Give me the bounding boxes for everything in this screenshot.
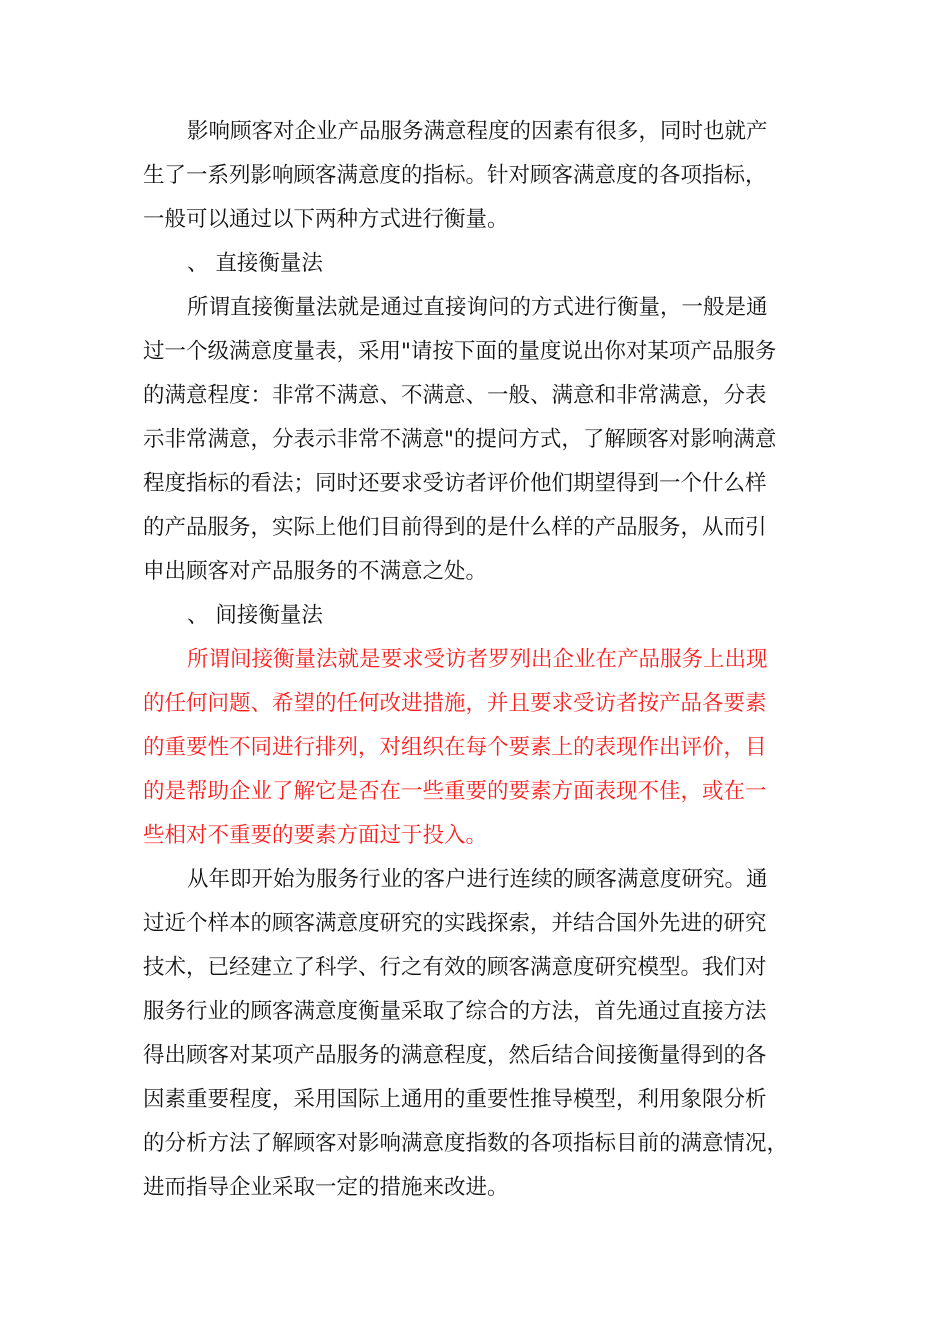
text-line: 生了一系列影响顾客满意度的指标。针对顾客满意度的各项指标， [143,163,767,188]
text-line: 过近个样本的顾客满意度研究的实践探索，并结合国外先进的研究 [143,911,767,936]
text-line: 的产品服务，实际上他们目前得到的是什么样的产品服务，从而引 [143,515,767,540]
text-line: 些相对不重要的要素方面过于投入。 [143,823,488,848]
section-heading-indirect [143,594,813,638]
text-line: 示非常满意，分表示非常不满意"的提问方式，了解顾客对影响满意 [143,427,777,452]
paragraph-closing [143,858,813,1210]
text-line: 的满意程度：非常不满意、不满意、一般、满意和非常满意，分表 [143,383,767,408]
paragraph-intro [143,110,813,242]
text-line: 服务行业的顾客满意度衡量采取了综合的方法，首先通过直接方法 [143,999,767,1024]
heading-text: 、 间接衡量法 [187,603,323,628]
text-line: 从年即开始为服务行业的客户进行连续的顾客满意度研究。通 [187,867,768,892]
text-line: 所谓直接衡量法就是通过直接询问的方式进行衡量，一般是通 [187,295,768,320]
heading-text: 、 直接衡量法 [187,251,323,276]
section-heading-direct [143,242,813,286]
text-line: 的任何问题、希望的任何改进措施，并且要求受访者按产品各要素 [143,691,767,716]
text-line: 的是帮助企业了解它是否在一些重要的要素方面表现不佳，或在一 [143,779,767,804]
paragraph-direct-method [143,286,813,594]
paragraph-indirect-method-highlighted [143,638,813,858]
text-line: 程度指标的看法；同时还要求受访者评价他们期望得到一个什么样 [143,471,767,496]
text-line: 进而指导企业采取一定的措施来改进。 [143,1175,509,1200]
text-line: 的重要性不同进行排列，对组织在每个要素上的表现作出评价，目 [143,735,767,760]
text-line: 的分析方法了解顾客对影响满意度指数的各项指标目前的满意情况， [143,1131,789,1156]
document-body [143,110,813,1210]
text-line: 技术，已经建立了科学、行之有效的顾客满意度研究模型。我们对 [143,955,767,980]
text-line: 申出顾客对产品服务的不满意之处。 [143,559,488,584]
text-line: 影响顾客对企业产品服务满意程度的因素有很多，同时也就产 [187,119,768,144]
text-line: 因素重要程度，采用国际上通用的重要性推导模型，利用象限分析 [143,1087,767,1112]
text-line: 所谓间接衡量法就是要求受访者罗列出企业在产品服务上出现 [187,647,768,672]
text-line: 得出顾客对某项产品服务的满意程度，然后结合间接衡量得到的各 [143,1043,767,1068]
text-line: 过一个级满意度量表，采用"请按下面的量度说出你对某项产品服务 [143,339,777,364]
text-line: 一般可以通过以下两种方式进行衡量。 [143,207,509,232]
